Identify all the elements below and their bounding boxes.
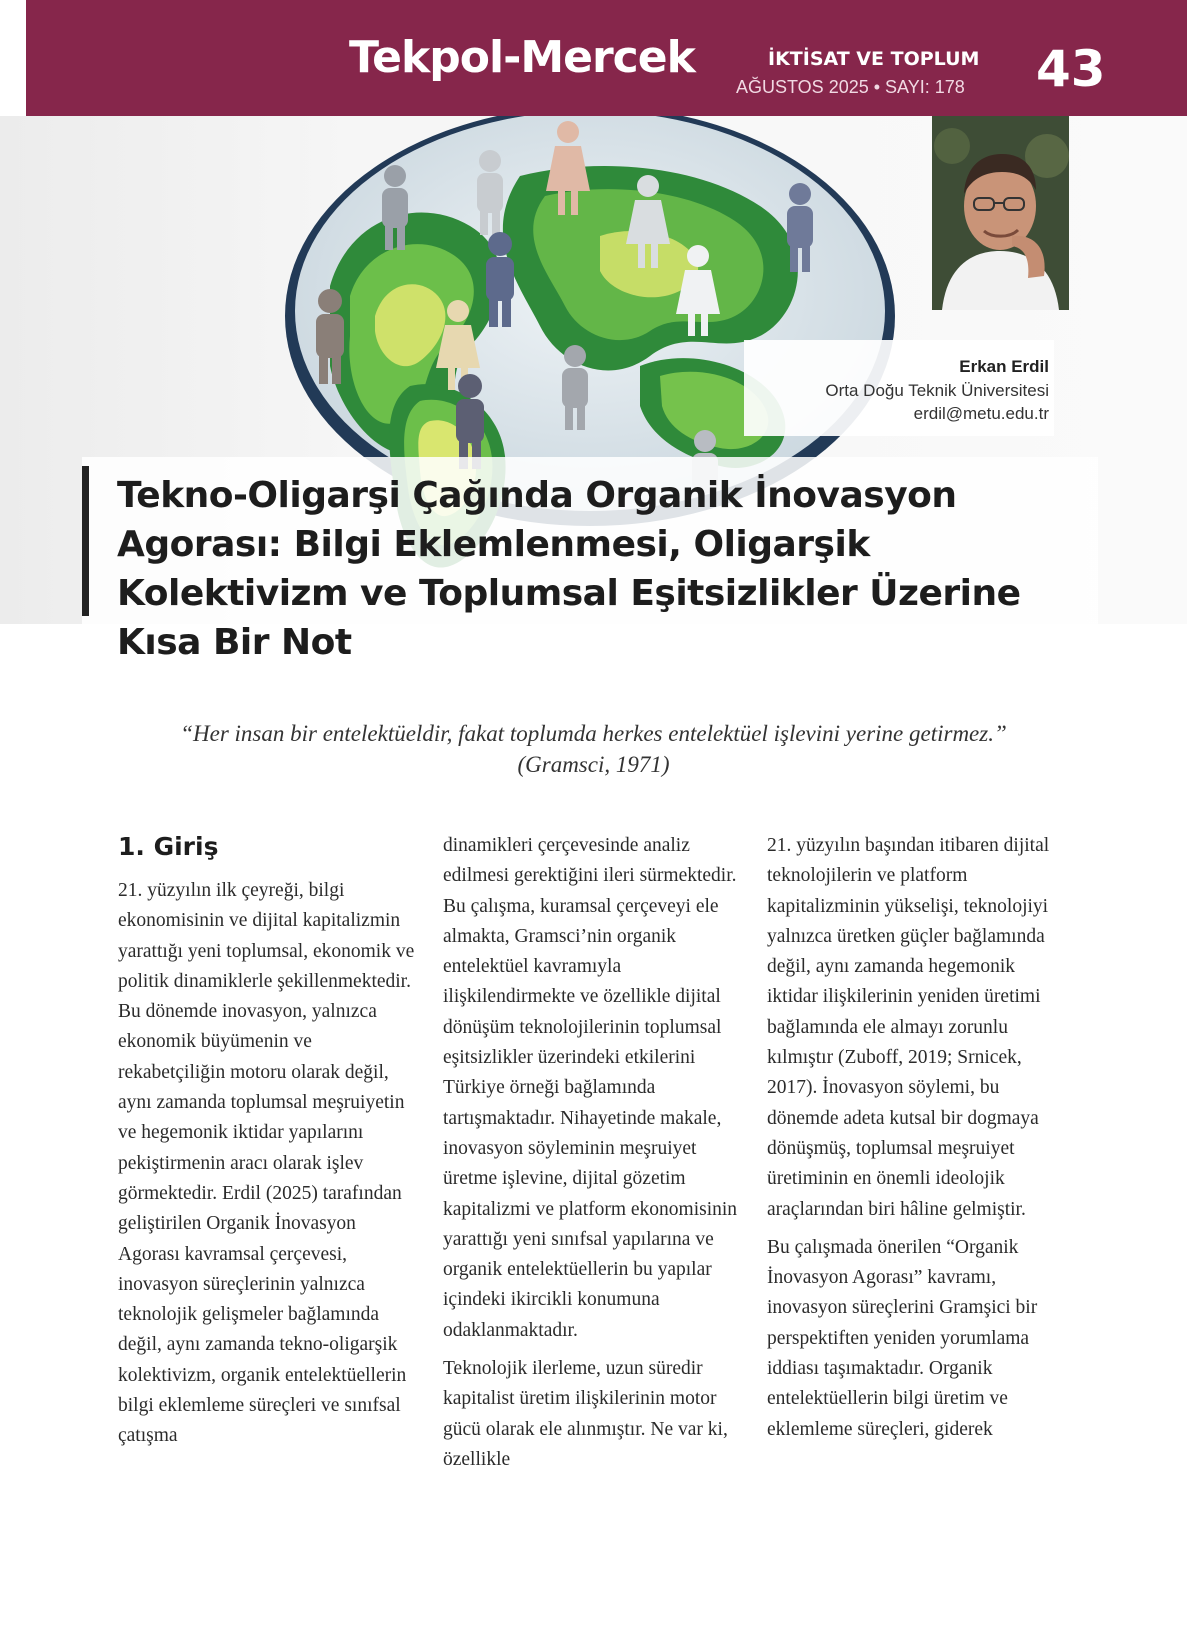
issue-info: AĞUSTOS 2025 • SAYI: 178 (736, 77, 965, 97)
paragraph: Bu çalışmada önerilen “Organik İnovasyon Agorası” kavramı, inovasyon süreçlerini Gramşici bir perspektiften yeniden yorumlama iddiası taşımaktadır. Organik entelektüellerin bilgi üretim ve eklemleme süreçleri, giderek (767, 1236, 1038, 1440)
paragraph: Teknolojik ilerleme, uzun süredir kapitalist üretim ilişkilerinin motor gücü olarak ele alınmıştır. Ne var ki, özellikle (443, 1358, 728, 1470)
epigraph-quote (0, 718, 1187, 780)
title-box (82, 457, 1098, 663)
body-column-2 (443, 831, 743, 1483)
author-email[interactable]: erdil@metu.edu.tr (913, 404, 1049, 423)
section-name: İKTİSAT VE TOPLUM (768, 48, 980, 70)
author-info (744, 340, 1054, 436)
quote-source: (Gramsci, 1971) (517, 752, 670, 777)
title-accent-bar (82, 466, 89, 616)
body-column-1 (118, 828, 418, 1460)
body-column-3 (767, 831, 1067, 1453)
magazine-title: Tekpol-Mercek (349, 32, 695, 83)
paragraph: 21. yüzyılın ilk çeyreği, bilgi ekonomisinin ve dijital kapitalizmin yarattığı yeni toplumsal, ekonomik ve politik dinamiklerle şekillenmektedir. Bu dönemde inovasyon, yalnızca ekonomik büyümenin ve rekabetçiliğin motoru olarak değil, aynı zamanda toplumsal meşruiyetin ve hegemonik iktidar yapılarını pekiştirmenin aracı olarak işlev görmektedir. Erdil (2025) tarafından geliştirilen Organik İnovasyon Agorası kavramsal çerçevesi, inovasyon süreçlerinin yalnızca teknolojik gelişmeler bağlamında değil, aynı zamanda tekno-oligarşik kolektivizm, organik entelektüellerin bilgi eklemleme süreçleri ve sınıfsal çatışma (118, 880, 415, 1447)
page-number: 43 (1036, 40, 1106, 98)
author-name: Erkan Erdil (959, 357, 1049, 376)
paragraph: dinamikleri çerçevesinde analiz edilmesi gerektiğini ileri sürmektedir. Bu çalışma, kuramsal çerçeveyi ele almakta, Gramsci’nin organik entelektüel kavramıyla ilişkilendirmekte ve özellikle dijital dönüşüm teknolojilerinin toplumsal eşitsizlikler üzerindeki etkilerini Türkiye örneği bağlamında tartışmaktadır. Nihayetinde makale, inovasyon söyleminin meşruiyet üretme işlevine, dijital gözetim kapitalizmi ve platform ekonomisinin yarattığı yeni sınıfsal yapılarına ve organik entelektüellerin bu yapılar içindeki ikircikli konumuna odaklanmaktadır. (443, 835, 738, 1341)
quote-text: “Her insan bir entelektüeldir, fakat toplumda herkes entelektüel işlevini yerine getirmez.” (180, 721, 1007, 746)
section-heading: 1. Giriş (118, 832, 219, 861)
portrait-image (932, 116, 1069, 310)
paragraph: 21. yüzyılın başından itibaren dijital teknolojilerin ve platform kapitalizminin yükselişi, teknolojiyi yalnızca üretken güçler bağlamında değil, aynı zamanda hegemonik iktidar ilişkilerinin yeniden üretimi bağlamında ele almayı zorunlu kılmıştır (Zuboff, 2019; Srnicek, 2017). İnovasyon söylemi, bu dönemde adeta kutsal bir dogmaya dönüşmüş, toplumsal meşruiyet üretiminin en önemli ideolojik araçlarından biri hâline gelmiştir. (767, 835, 1050, 1220)
page-header (26, 0, 1187, 116)
article-title: Tekno-Oligarşi Çağında Organik İnovasyon Agorası: Bilgi Eklemlenmesi, Oligarşik Kolektivizm ve Toplumsal Eşitsizlikler Üzerine Kısa Bir Not (117, 475, 1021, 663)
author-photo (932, 116, 1069, 310)
author-affiliation: Orta Doğu Teknik Üniversitesi (825, 381, 1049, 400)
